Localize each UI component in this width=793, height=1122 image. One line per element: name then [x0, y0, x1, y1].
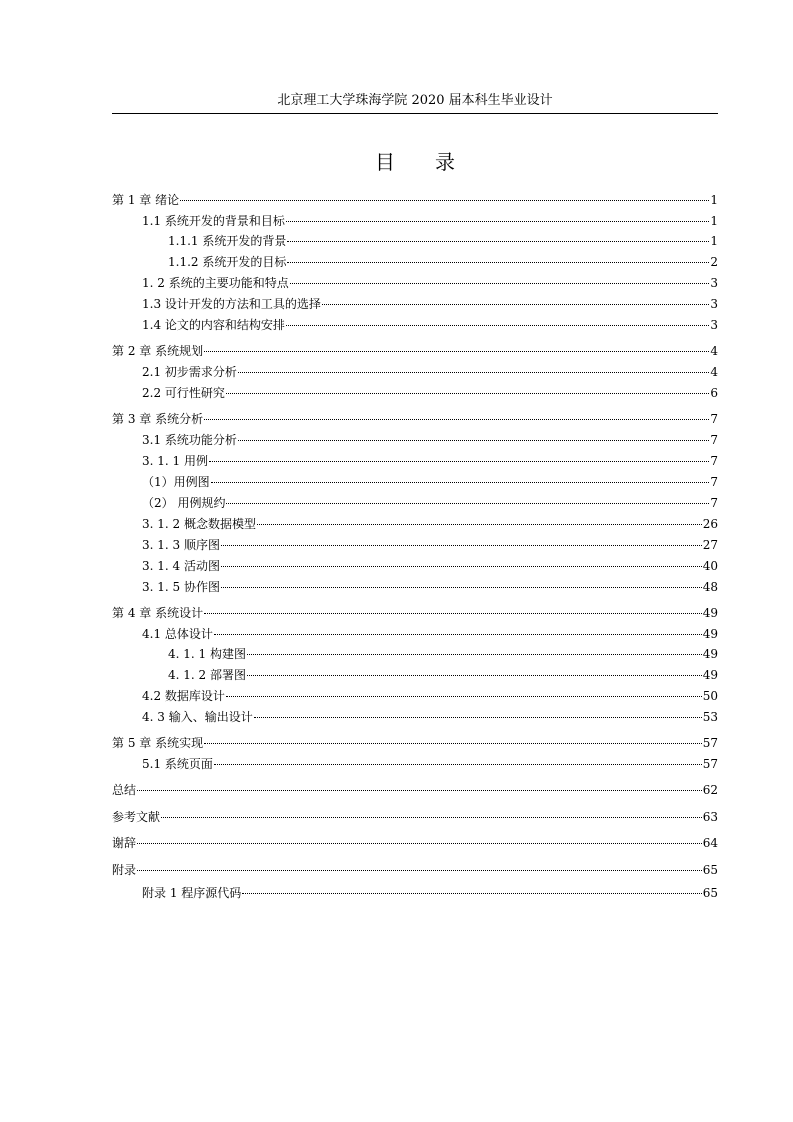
toc-entry-page: 49 — [702, 668, 718, 682]
toc-entry-label: 4.1 总体设计 — [142, 627, 213, 641]
toc-entry-page: 7 — [710, 412, 718, 426]
toc-entry[interactable] — [112, 315, 718, 335]
toc-entry-label: （2） 用例规约 — [142, 496, 226, 510]
toc-dot-leader — [214, 633, 702, 635]
toc-entry[interactable] — [112, 294, 718, 314]
toc-dot-leader — [204, 742, 702, 744]
toc-entry[interactable] — [112, 252, 718, 272]
toc-dot-leader — [247, 674, 702, 676]
toc-entry[interactable] — [112, 707, 718, 727]
toc-dot-leader — [226, 392, 709, 394]
toc-entry[interactable] — [112, 535, 718, 555]
toc-dot-leader — [211, 481, 710, 483]
toc-entry[interactable] — [112, 833, 718, 853]
toc-entry[interactable] — [112, 273, 718, 293]
toc-entry-page: 49 — [702, 647, 718, 661]
toc-entry-label: 3. 1. 1 用例 — [142, 454, 208, 468]
toc-dot-leader — [290, 282, 710, 284]
toc-entry-page: 50 — [702, 689, 718, 703]
toc-dot-leader — [161, 816, 702, 818]
toc-entry-label: 3. 1. 4 活动图 — [142, 559, 220, 573]
toc-dot-leader — [257, 523, 702, 525]
toc-entry-page: 1 — [710, 193, 718, 207]
toc-entry-label: 总结 — [112, 783, 137, 797]
toc-entry-label: （1）用例图 — [142, 475, 210, 489]
toc-entry-page: 7 — [710, 496, 718, 510]
toc-entry-label: 1.1 系统开发的背景和目标 — [142, 214, 285, 228]
toc-entry[interactable] — [112, 665, 718, 685]
toc-entry[interactable] — [112, 451, 718, 471]
toc-entry-label: 3. 1. 3 顺序图 — [142, 538, 220, 552]
toc-entry[interactable] — [112, 644, 718, 664]
toc-entry-label: 4.2 数据库设计 — [142, 689, 225, 703]
toc-entry-label: 1.4 论文的内容和结构安排 — [142, 318, 285, 332]
toc-entry-page: 7 — [710, 475, 718, 489]
toc-entry-label: 第 5 章 系统实现 — [112, 736, 204, 750]
toc-dot-leader — [204, 418, 709, 420]
toc-entry-page: 62 — [702, 783, 718, 797]
toc-entry-page: 65 — [702, 886, 718, 900]
toc-dot-leader — [221, 565, 702, 567]
toc-entry[interactable] — [112, 493, 718, 513]
toc-entry[interactable] — [112, 883, 718, 903]
toc-dot-leader — [180, 199, 709, 201]
toc-entry-page: 7 — [710, 454, 718, 468]
toc-entry-page: 1 — [710, 234, 718, 248]
toc-entry[interactable] — [112, 409, 718, 429]
toc-entry-page: 4 — [710, 365, 718, 379]
toc-entry-page: 3 — [710, 318, 718, 332]
toc-dot-leader — [137, 842, 702, 844]
toc-entry-label: 4. 1. 2 部署图 — [168, 668, 246, 682]
toc-entry[interactable] — [112, 383, 718, 403]
toc-entry-label: 第 3 章 系统分析 — [112, 412, 204, 426]
toc-entry[interactable] — [112, 341, 718, 361]
toc-entry-page: 40 — [702, 559, 718, 573]
toc-dot-leader — [204, 350, 709, 352]
toc-entry-label: 第 2 章 系统规划 — [112, 344, 204, 358]
toc-entry-label: 1.1.2 系统开发的目标 — [168, 255, 287, 269]
toc-dot-leader — [214, 763, 702, 765]
toc-entry-page: 6 — [710, 386, 718, 400]
toc-entry[interactable] — [112, 231, 718, 251]
toc-dot-leader — [238, 371, 709, 373]
toc-entry-page: 65 — [702, 863, 718, 877]
toc-entry[interactable] — [112, 603, 718, 623]
toc-entry-label: 1. 2 系统的主要功能和特点 — [142, 276, 289, 290]
toc-entry-page: 4 — [710, 344, 718, 358]
toc-entry-label: 2.1 初步需求分析 — [142, 365, 237, 379]
toc-title-char-2: 录 — [435, 150, 455, 174]
toc-entry-label: 谢辞 — [112, 836, 137, 850]
toc-entry-page: 49 — [702, 627, 718, 641]
toc-dot-leader — [286, 220, 709, 222]
toc-entry[interactable] — [112, 556, 718, 576]
toc-entry-page: 27 — [702, 538, 718, 552]
toc-entry[interactable] — [112, 780, 718, 800]
toc-entry[interactable] — [112, 211, 718, 231]
toc-dot-leader — [322, 303, 709, 305]
toc-entry-label: 第 4 章 系统设计 — [112, 606, 204, 620]
toc-entry-page: 26 — [702, 517, 718, 531]
toc-entry[interactable] — [112, 472, 718, 492]
toc-dot-leader — [286, 324, 709, 326]
toc-entry-page: 64 — [702, 836, 718, 850]
toc-title — [112, 150, 718, 174]
toc-dot-leader — [221, 586, 702, 588]
toc-dot-leader — [137, 869, 702, 871]
toc-dot-leader — [209, 460, 709, 462]
toc-entry[interactable] — [112, 686, 718, 706]
toc-entry-label: 2.2 可行性研究 — [142, 386, 225, 400]
toc-dot-leader — [254, 716, 702, 718]
toc-entry-page: 1 — [710, 214, 718, 228]
toc-entry-label: 参考文献 — [112, 810, 161, 824]
toc-entry-label: 3.1 系统功能分析 — [142, 433, 237, 447]
toc-dot-leader — [221, 544, 702, 546]
page-header: 北京理工大学珠海学院 2020 届本科生毕业设计 — [277, 93, 553, 108]
toc-entry-label: 5.1 系统页面 — [142, 757, 213, 771]
toc-dot-leader — [238, 439, 709, 441]
toc-entry-label: 1.3 设计开发的方法和工具的选择 — [142, 297, 321, 311]
toc-entry-label: 3. 1. 2 概念数据模型 — [142, 517, 256, 531]
toc-dot-leader — [287, 261, 709, 263]
toc-entry-page: 57 — [702, 757, 718, 771]
toc-entry-label: 3. 1. 5 协作图 — [142, 580, 220, 594]
toc-dot-leader — [137, 789, 702, 791]
toc-entry-label: 4. 3 输入、输出设计 — [142, 710, 253, 724]
toc-entry-page: 3 — [710, 297, 718, 311]
toc-title-char-1: 目 — [375, 150, 395, 174]
toc-entry-page: 3 — [710, 276, 718, 290]
toc-dot-leader — [242, 892, 701, 894]
toc-entry[interactable] — [112, 362, 718, 382]
toc-entry[interactable] — [112, 754, 718, 774]
toc-entry-label: 第 1 章 绪论 — [112, 193, 180, 207]
toc-entry[interactable] — [112, 430, 718, 450]
toc-entry-page: 7 — [710, 433, 718, 447]
toc-dot-leader — [287, 240, 709, 242]
toc-entry[interactable] — [112, 190, 718, 210]
toc-entry[interactable] — [112, 807, 718, 827]
toc-dot-leader — [247, 653, 702, 655]
toc-dot-leader — [204, 612, 702, 614]
toc-entry[interactable] — [112, 860, 718, 880]
toc-entry-page: 49 — [702, 606, 718, 620]
header-rule — [112, 113, 718, 114]
toc-entry-page: 63 — [702, 810, 718, 824]
toc-entry-label: 4. 1. 1 构建图 — [168, 647, 246, 661]
toc-entry-label: 附录 1 程序源代码 — [142, 886, 242, 900]
toc-entry[interactable] — [112, 624, 718, 644]
toc-entry[interactable] — [112, 577, 718, 597]
toc-entry-page: 48 — [702, 580, 718, 594]
toc-entry-page: 2 — [710, 255, 718, 269]
toc-entry-page: 57 — [702, 736, 718, 750]
toc-dot-leader — [226, 695, 702, 697]
toc-entry-label: 附录 — [112, 863, 137, 877]
toc-entry-label: 1.1.1 系统开发的背景 — [168, 234, 287, 248]
toc-dot-leader — [226, 502, 709, 504]
toc-entry[interactable] — [112, 514, 718, 534]
toc-entry-page: 53 — [702, 710, 718, 724]
toc-entry[interactable] — [112, 733, 718, 753]
